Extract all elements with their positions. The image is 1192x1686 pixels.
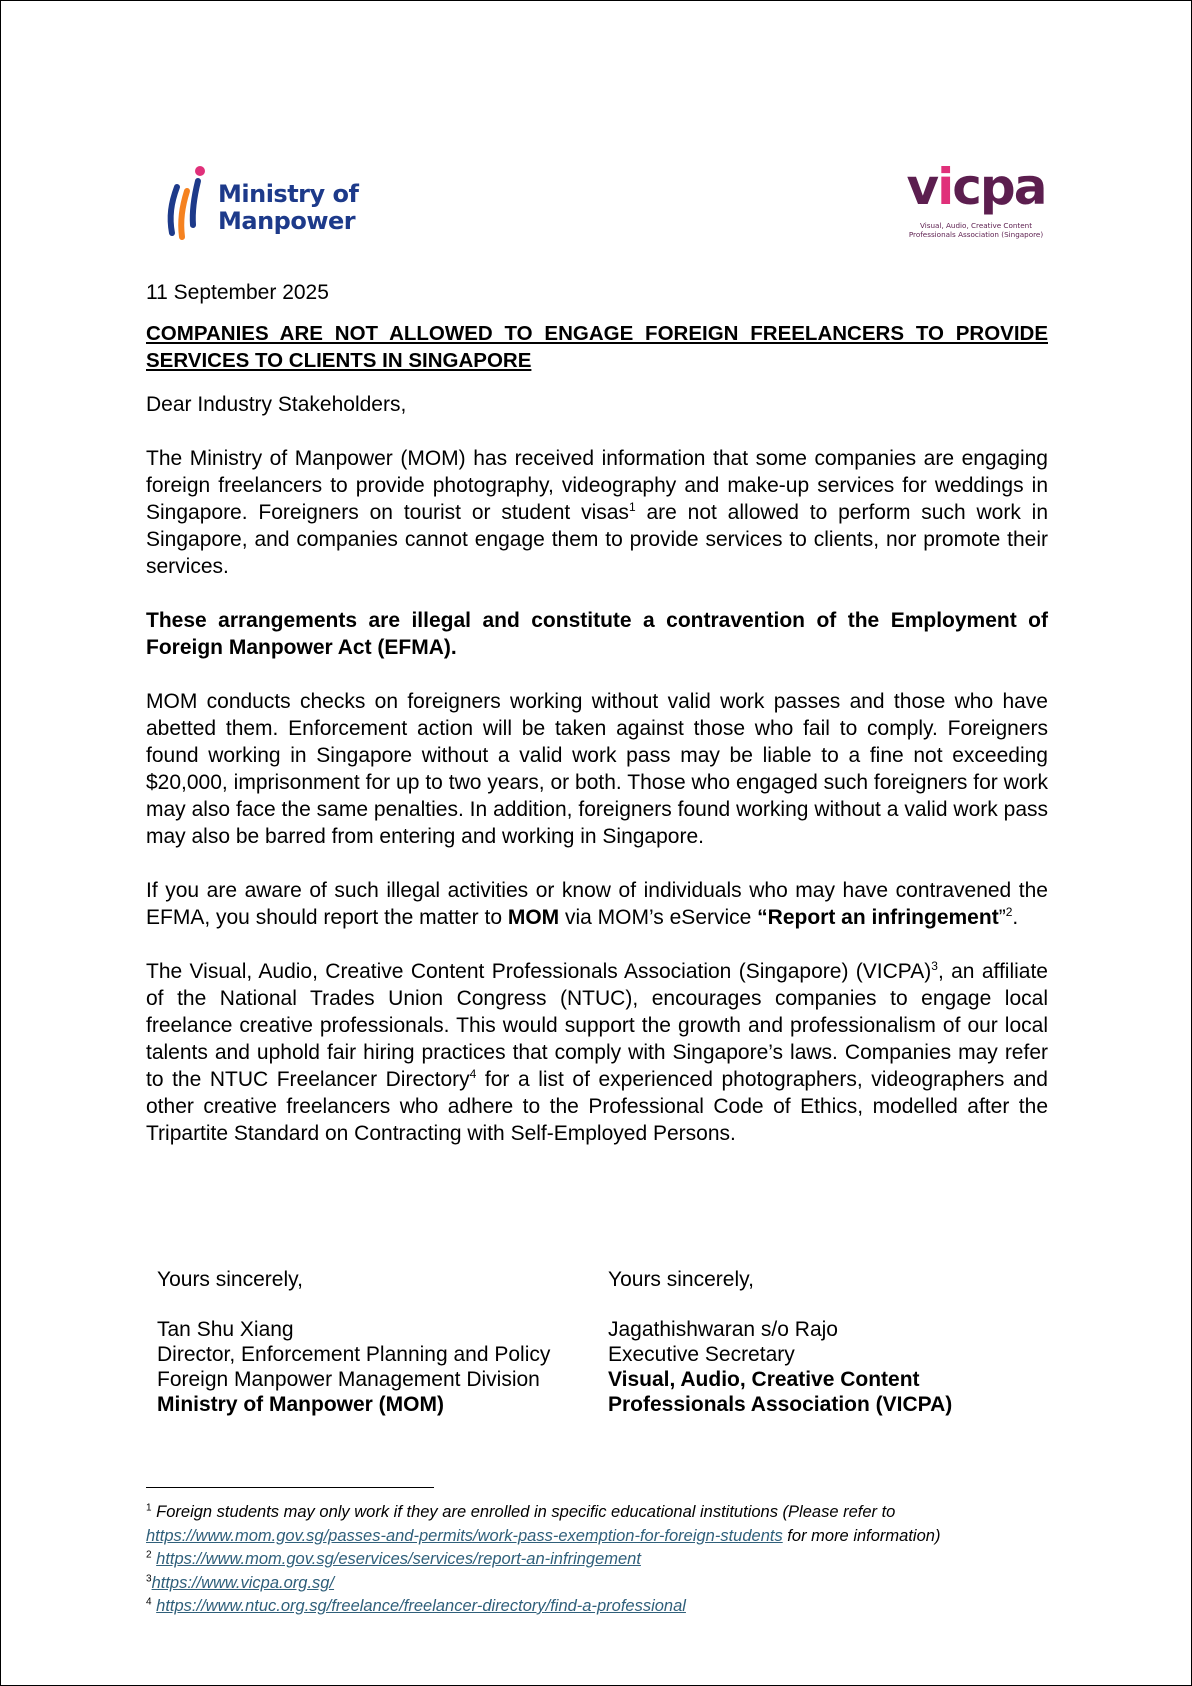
signatory-org-left xyxy=(157,1392,597,1417)
signatory-org-right-line1 xyxy=(608,1367,1068,1392)
vicpa-letter-v: v xyxy=(906,158,938,216)
footnote-ref-2: 2 xyxy=(1005,905,1013,919)
signatory-title-left: Director, Enforcement Planning and Policy xyxy=(157,1343,551,1366)
signatory-org-right-line1-text: Visual, Audio, Creative Content xyxy=(608,1368,920,1391)
signatory-org-right-line2 xyxy=(608,1392,1068,1417)
p4-text-a: If you are aware of such illegal activities or know of individuals who may have contravened the EFMA, you should report the matter to xyxy=(146,879,1048,929)
mom-logo-text xyxy=(218,181,358,235)
signature-vicpa xyxy=(608,1267,1068,1417)
signatory-name-left: Tan Shu Xiang xyxy=(157,1318,294,1341)
p5-text-c: for a list of experienced photographers, videographers and other creative freelancers who adhere to the Professional Code of Ethics, modelled after the Tripartite Standard on Contracting with Self-Employed Persons. xyxy=(146,1068,1048,1145)
footnote-4-number: 4 xyxy=(146,1596,152,1608)
footnote-1-text: Foreign students may only work if they are enrolled in specific educational institutions (Please refer to xyxy=(151,1503,896,1521)
paragraph-5 xyxy=(146,958,1048,1147)
p1-text-b: are not allowed to perform such work in Singapore, and companies cannot engage them to provide services to clients, nor promote their services. xyxy=(146,501,1049,578)
footnote-divider xyxy=(146,1487,434,1488)
closing-left: Yours sincerely, xyxy=(157,1268,303,1291)
signatory-name-right: Jagathishwaran s/o Rajo xyxy=(608,1318,838,1341)
vicpa-logo-wordmark xyxy=(891,158,1061,216)
p2-bold-text: These arrangements are illegal and constitute a contravention of the Employment of Foreign Manpower Act (EFMA). xyxy=(146,609,1048,659)
footnote-1 xyxy=(146,1501,1066,1525)
vicpa-sub-line2: Professionals Association (Singapore) xyxy=(908,230,1044,239)
footnote-ref-3: 3 xyxy=(931,959,938,973)
letter-date: 11 September 2025 xyxy=(146,281,329,304)
paragraph-4 xyxy=(146,877,1048,931)
paragraph-3: MOM conducts checks on foreigners working without valid work passes and those who have abetted them. Enforcement action will be taken against those who fail to comply. Foreigners found working in Singapore without a valid work pass may be liable to a fine not exceeding $20,000, imprisonment for up to two years, or both. Those who engaged such foreigners for work may also face the same penalties. In addition, foreigners found working without a valid work pass may also be barred from entering and working in Singapore. xyxy=(146,690,1048,848)
footnote-4 xyxy=(146,1595,1066,1619)
signatory-division-left: Foreign Manpower Management Division xyxy=(157,1368,540,1391)
p4-bold-report: “Report an infringement xyxy=(757,906,999,929)
letter-heading: COMPANIES ARE NOT ALLOWED TO ENGAGE FOREIGN FREELANCERS TO PROVIDE SERVICES TO CLIENTS IN SINGAPORE xyxy=(146,322,1048,372)
footnote-2-number: 2 xyxy=(146,1549,152,1561)
footnote-3 xyxy=(146,1572,1066,1596)
vicpa-letters-cpa: cpa xyxy=(952,158,1046,216)
p4-text-d: . xyxy=(1012,906,1019,929)
mom-emblem-icon xyxy=(163,165,215,243)
paragraph-2 xyxy=(146,607,1048,661)
signature-mom xyxy=(157,1267,597,1417)
mom-logo xyxy=(163,161,363,247)
vicpa-logo-subtitle xyxy=(891,221,1061,239)
p4-bold-mom: MOM xyxy=(507,906,560,929)
footnote-3-link[interactable]: https://www.vicpa.org.sg/ xyxy=(151,1573,335,1592)
vicpa-sub-line1: Visual, Audio, Creative Content xyxy=(919,221,1033,230)
signatory-org-left-text: Ministry of Manpower (MOM) xyxy=(157,1393,444,1416)
footnote-4-link[interactable]: https://www.ntuc.org.sg/freelance/freelancer-directory/find-a-professional xyxy=(156,1597,686,1615)
mom-logo-line2: Manpower xyxy=(218,207,356,235)
closing-right: Yours sincerely, xyxy=(608,1268,754,1291)
footnote-2-link[interactable]: https://www.mom.gov.sg/eservices/services/report-an-infringement xyxy=(156,1550,641,1568)
signatory-org-right-line2-text: Professionals Association (VICPA) xyxy=(608,1393,953,1416)
vicpa-letter-i: i xyxy=(937,158,953,216)
mom-logo-line1: Ministry of xyxy=(218,180,359,208)
p1-text-a: The Ministry of Manpower (MOM) has received information that some companies are engaging foreign freelancers to provide photography, videography and make-up services for weddings in Singapore. Foreigners on tourist or student visas xyxy=(146,447,1048,524)
p4-text-c: ” xyxy=(998,906,1006,929)
salutation: Dear Industry Stakeholders, xyxy=(146,393,407,416)
footnote-2 xyxy=(146,1548,1066,1572)
footnotes xyxy=(146,1501,1066,1619)
paragraph-1 xyxy=(146,445,1048,580)
p5-text-a: The Visual, Audio, Creative Content Professionals Association (Singapore) (VICPA) xyxy=(146,960,932,983)
footnote-3-number: 3 xyxy=(146,1573,152,1584)
vicpa-logo xyxy=(891,158,1061,257)
p5-text-b: , an affiliate of the National Trades Union Congress (NTUC), encourages companies to engage local freelance creative professionals. This would support the growth and professionalism of our local talents and uphold fair hiring practices that comply with Singapore’s laws. Companies may refer to the NTUC Freelancer Directory xyxy=(146,960,1048,1091)
footnote-ref-1: 1 xyxy=(628,500,636,514)
letter-body xyxy=(146,279,1048,1174)
footnote-ref-4: 4 xyxy=(469,1067,477,1081)
p4-text-b: via MOM’s eService xyxy=(559,906,758,929)
signatory-title-right: Executive Secretary xyxy=(608,1343,795,1366)
footnote-1-number: 1 xyxy=(146,1502,152,1514)
footnote-1-text-end: for more information) xyxy=(782,1526,941,1545)
footnote-1-link[interactable]: https://www.mom.gov.sg/passes-and-permits/work-pass-exemption-for-foreign-students xyxy=(146,1526,783,1545)
footnote-1-cont xyxy=(146,1525,1066,1549)
